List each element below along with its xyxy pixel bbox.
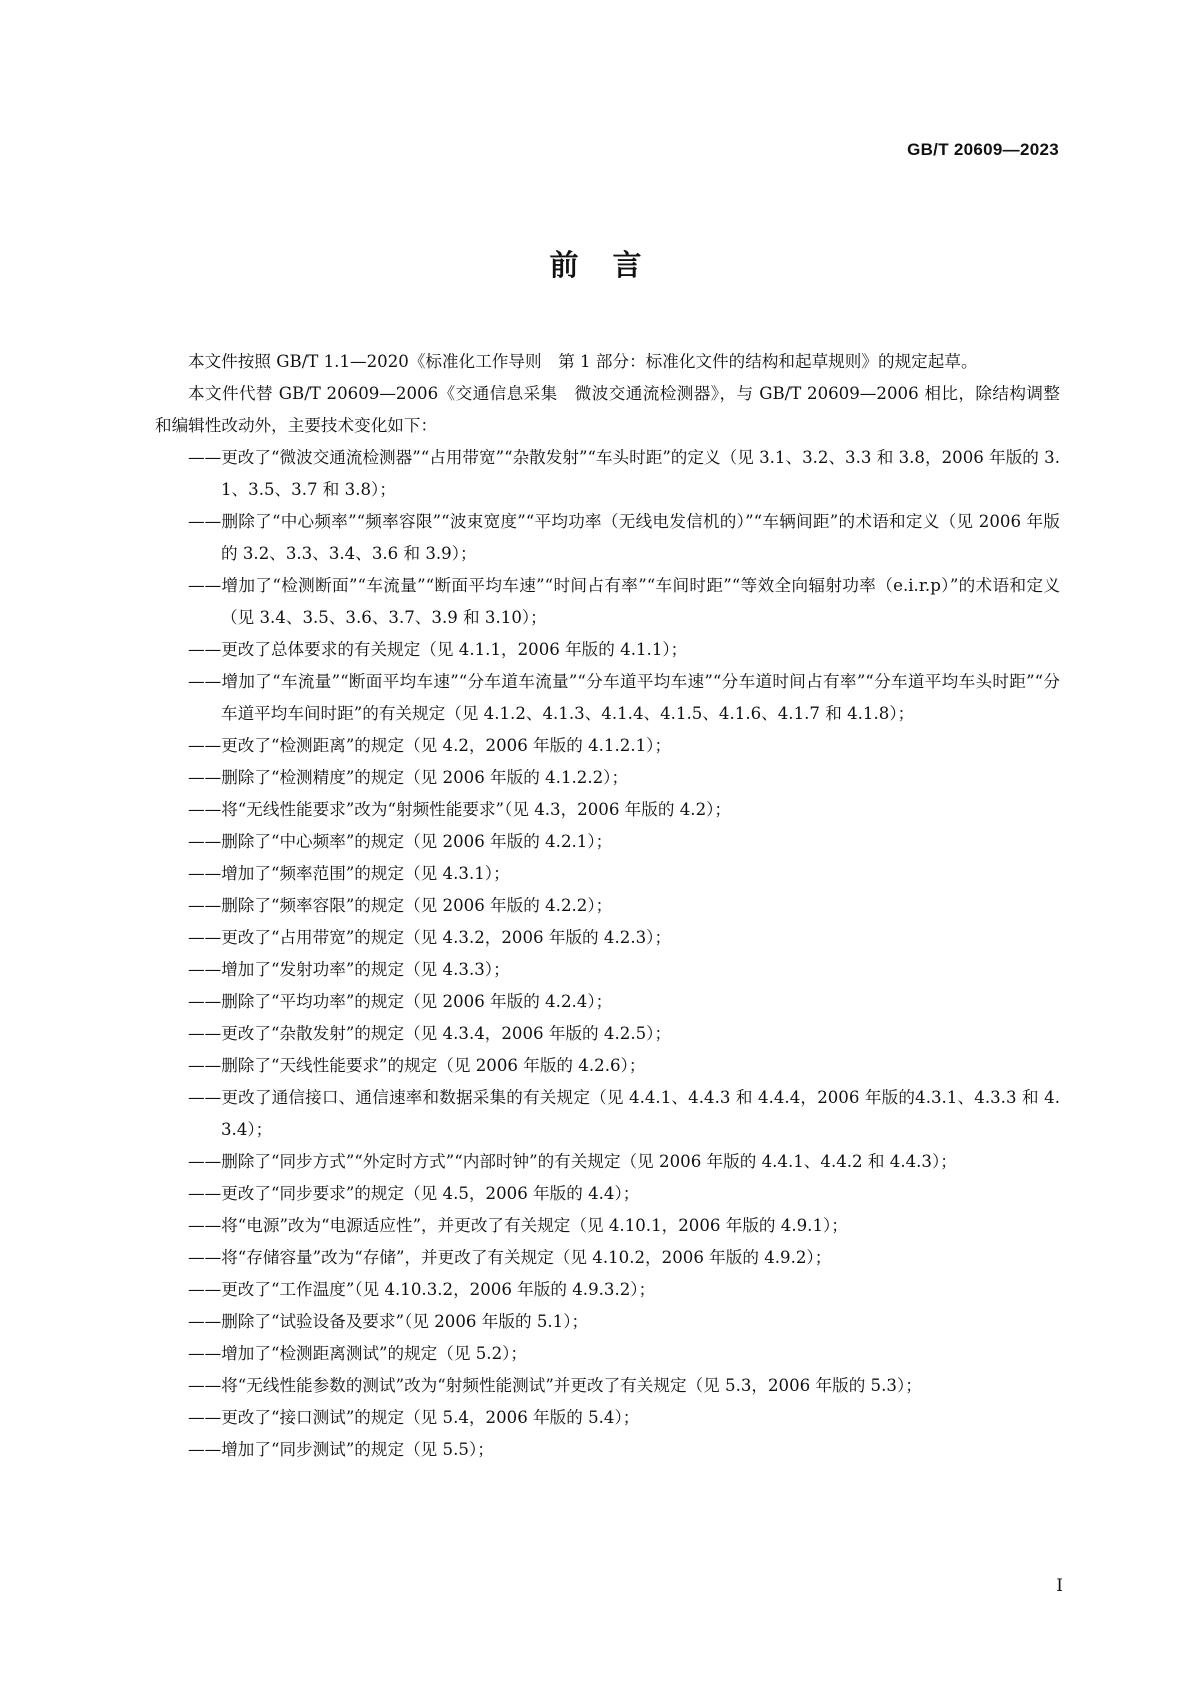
page-number: I [1056, 1576, 1063, 1596]
change-list-item: ——更改了“微波交通流检测器”“占用带宽”“杂散发射”“车头时距”的定义（见 3.1、3.2、3.3 和 3.8，2006 年版的 3.1、3.5、3.7 和 3.8）； [188, 448, 1060, 499]
change-list-item: ——删除了“频率容限”的规定（见 2006 年版的 4.2.2）； [188, 896, 613, 915]
change-list-item: ——增加了“车流量”“断面平均车速”“分车道车流量”“分车道平均车速”“分车道时间占有率”“分车道平均车头时距”“分车道平均车间时距”的有关规定（见 4.1.2、4.1.3、4.1.4、4.1.5、4.1.6、4.1.7 和 4.1.8）； [188, 672, 1060, 723]
change-list-item: ——增加了“检测距离测试”的规定（见 5.2）； [188, 1344, 528, 1363]
change-list-item: ——将“电源”改为“电源适应性”，并更改了有关规定（见 4.10.1，2006 年版的 4.9.1）； [188, 1216, 848, 1235]
foreword-body [155, 346, 1060, 1466]
change-list-item: ——删除了“平均功率”的规定（见 2006 年版的 4.2.4）； [188, 992, 613, 1011]
change-list-item: ——增加了“发射功率”的规定（见 4.3.3）； [188, 960, 510, 979]
change-list-item: ——更改了“占用带宽”的规定（见 4.3.2，2006 年版的 4.2.3）； [188, 928, 672, 947]
change-list-item: ——删除了“中心频率”“频率容限”“波束宽度”“平均功率（无线电发信机的）”“车辆间距”的术语和定义（见 2006 年版的 3.2、3.3、3.4、3.6 和 3.9）； [188, 512, 1060, 563]
replacement-paragraph: 本文件代替 GB/T 20609—2006《交通信息采集 微波交通流检测器》，与 GB/T 20609—2006 相比，除结构调整和编辑性改动外，主要技术变化如下： [155, 384, 1060, 435]
change-list-item: ——增加了“检测断面”“车流量”“断面平均车速”“时间占有率”“车间时距”“等效全向辐射功率（e.i.r.p）”的术语和定义（见 3.4、3.5、3.6、3.7、3.9 和 3.10）； [188, 576, 1060, 627]
change-list-item: ——删除了“检测精度”的规定（见 2006 年版的 4.1.2.2）； [188, 768, 629, 787]
document-code: GB/T 20609—2023 [907, 140, 1059, 159]
change-list-item: ——更改了“杂散发射”的规定（见 4.3.4，2006 年版的 4.2.5）； [188, 1024, 672, 1043]
change-list-item: ——删除了“天线性能要求”的规定（见 2006 年版的 4.2.6）； [188, 1056, 646, 1075]
change-list-item: ——将“存储容量”改为“存储”，并更改了有关规定（见 4.10.2，2006 年版的 4.9.2）； [188, 1248, 832, 1267]
change-list-item: ——删除了“中心频率”的规定（见 2006 年版的 4.2.1）； [188, 832, 613, 851]
change-list-item: ——删除了“试验设备及要求”（见 2006 年版的 5.1）； [188, 1312, 589, 1331]
page-title: 前言 [549, 248, 676, 282]
change-list [155, 442, 1060, 1466]
intro-paragraph: 本文件按照 GB/T 1.1—2020《标准化工作导则 第 1 部分：标准化文件的结构和起草规则》的规定起草。 [188, 352, 978, 371]
change-list-item: ——更改了总体要求的有关规定（见 4.1.1，2006 年版的 4.1.1）； [188, 640, 688, 659]
change-list-item: ——增加了“同步测试”的规定（见 5.5）； [188, 1440, 494, 1459]
change-list-item: ——更改了“接口测试”的规定（见 5.4，2006 年版的 5.4）； [188, 1408, 640, 1427]
change-list-item: ——删除了“同步方式”“外定时方式”“内部时钟”的有关规定（见 2006 年版的 4.4.1、4.4.2 和 4.4.3）； [188, 1152, 957, 1171]
change-list-item: ——将“无线性能要求”改为“射频性能要求”（见 4.3，2006 年版的 4.2）； [188, 800, 732, 819]
change-list-item: ——更改了通信接口、通信速率和数据采集的有关规定（见 4.4.1、4.4.3 和 4.4.4，2006 年版的4.3.1、4.3.3 和 4.3.4）； [188, 1088, 1060, 1139]
change-list-item: ——更改了“检测距离”的规定（见 4.2，2006 年版的 4.1.2.1）； [188, 736, 672, 755]
change-list-item: ——增加了“频率范围”的规定（见 4.3.1）； [188, 864, 510, 883]
change-list-item: ——更改了“同步要求”的规定（见 4.5，2006 年版的 4.4）； [188, 1184, 640, 1203]
change-list-item: ——更改了“工作温度”（见 4.10.3.2，2006 年版的 4.9.3.2）； [188, 1280, 656, 1299]
change-list-item: ——将“无线性能参数的测试”改为“射频性能测试”并更改了有关规定（见 5.3，2006 年版的 5.3）； [188, 1376, 922, 1395]
